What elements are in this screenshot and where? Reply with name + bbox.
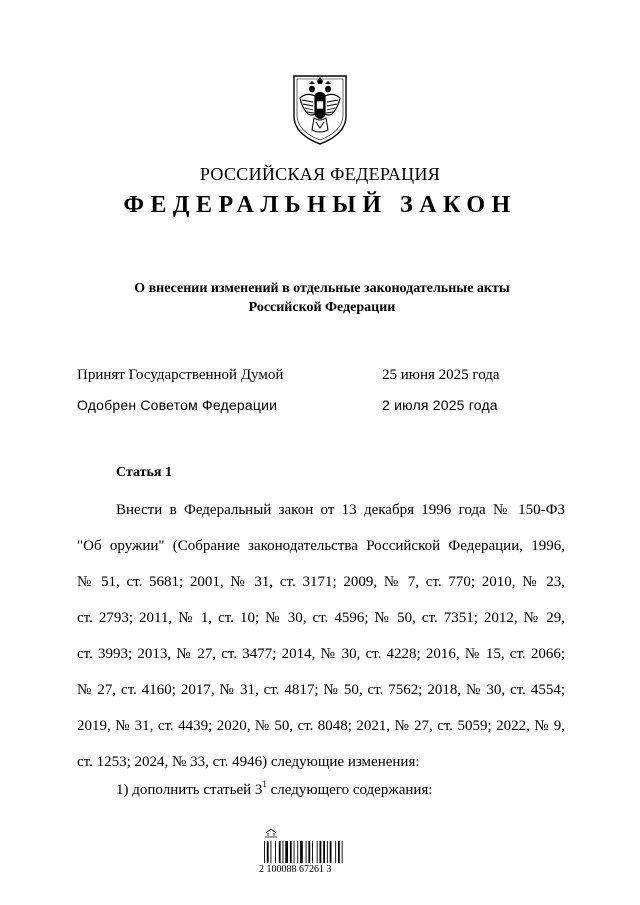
item-tail: следующего содержания: xyxy=(266,782,433,798)
article-heading: Статья 1 xyxy=(116,465,172,480)
law-title-line-1: О внесении изменений в отдельные законодательные акты xyxy=(134,281,510,296)
body-line: № 51, ст. 5681; 2001, № 31, ст. 3171; 2009, № 7, ст. 770; 2010, № 23, xyxy=(77,574,565,590)
body-line: "Об оружии" (Собрание законодательства Российской Федерации, 1996, xyxy=(77,538,565,554)
russian-coat-of-arms-icon xyxy=(288,72,352,146)
law-title-line-2: Российской Федерации xyxy=(248,300,396,315)
law-title xyxy=(80,279,564,317)
barcode-number: 2 100088 67261 3 xyxy=(259,864,332,875)
body-line: ст. 1253; 2024, № 33, ст. 4946) следующие изменения: xyxy=(77,754,420,770)
adoption-label: Одобрен Советом Федерации xyxy=(77,397,278,413)
country-name: РОССИЙСКАЯ ФЕДЕРАЦИЯ xyxy=(199,164,441,184)
article-body xyxy=(77,492,565,780)
body-line: ст. 2793; 2011, № 1, ст. 10; № 30, ст. 4596; № 50, ст. 7351; 2012, № 29, xyxy=(77,610,565,626)
document-type: ФЕДЕРАЛЬНЫЙ ЗАКОН xyxy=(123,192,517,218)
adoption-date: 2 июля 2025 года xyxy=(382,397,498,413)
amendment-item-1 xyxy=(116,766,432,802)
body-line: ст. 3993; 2013, № 27, ст. 3477; 2014, № 30, ст. 4228; 2016, № 15, ст. 2066; xyxy=(77,646,565,662)
adoption-label: Принят Государственной Думой xyxy=(77,367,284,383)
item-text: 1) дополнить статьей 3 xyxy=(116,782,263,798)
adoption-date: 25 июня 2025 года xyxy=(382,367,500,383)
item-superscript: 1 xyxy=(262,779,267,789)
body-line: № 27, ст. 4160; 2017, № 31, ст. 4817; № 50, ст. 7562; 2018, № 30, ст. 4554; xyxy=(77,682,565,698)
body-line: 2019, № 31, ст. 4439; 2020, № 50, ст. 8048; 2021, № 27, ст. 5059; 2022, № 9, xyxy=(77,718,565,734)
body-line: Внести в Федеральный закон от 13 декабря 1996 года № 150-ФЗ xyxy=(116,502,565,518)
